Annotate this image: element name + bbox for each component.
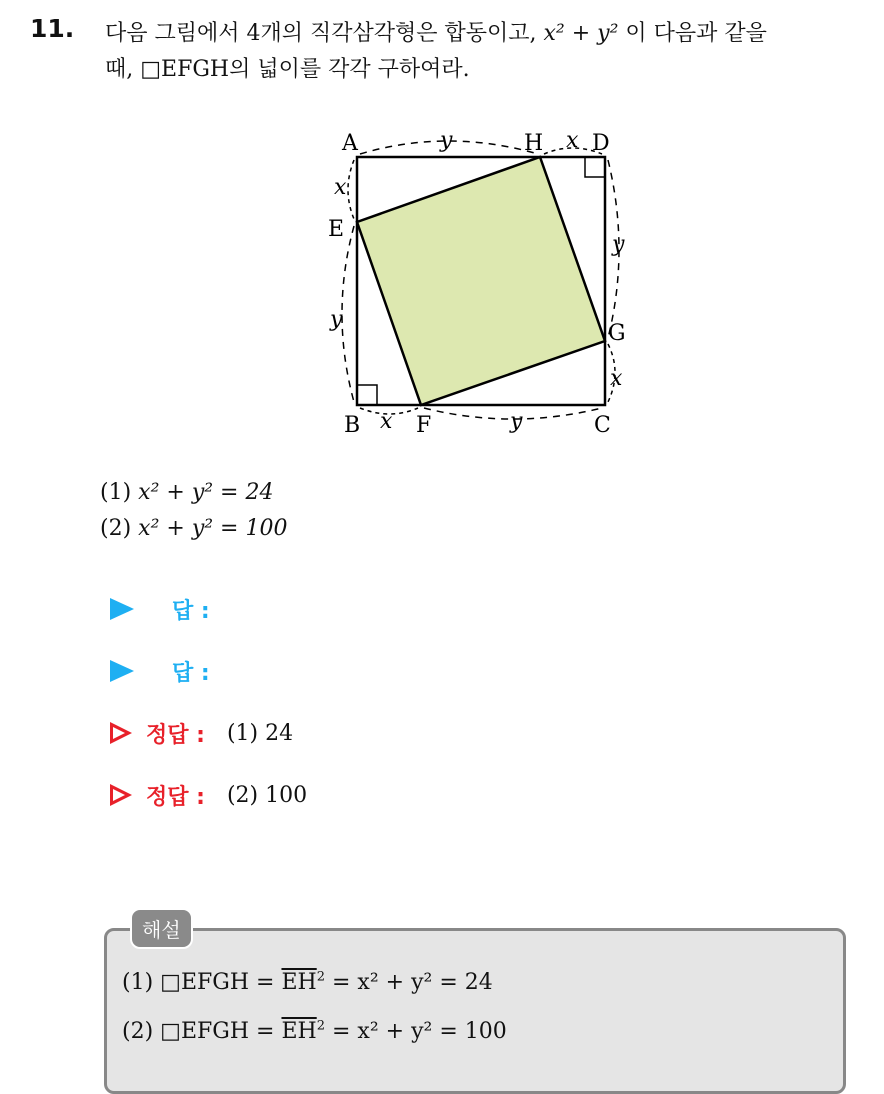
outline-triangle-icon (110, 722, 132, 744)
explanation-box (104, 928, 846, 1094)
vertex-label-h: H (524, 131, 544, 156)
explanation-line-2 (122, 1019, 507, 1044)
vertex-label-a: A (342, 131, 358, 156)
correct-answer-label: 정답 : (146, 722, 205, 748)
vertex-label-e: E (328, 217, 345, 242)
vertex-label-c: C (594, 413, 611, 438)
arc-eb (342, 226, 354, 402)
explanation-square: □EFGH = (160, 1019, 275, 1044)
segment-label-ae: x (334, 175, 347, 200)
segment-eh: $\overline{EH}$ (281, 970, 317, 995)
right-angle-d (585, 157, 605, 177)
correct-answer-row-2 (110, 780, 307, 810)
question-text-part2: 이 다음과 같을 (625, 21, 767, 46)
condition-expression: x² + y² = 100 (138, 516, 288, 541)
play-triangle-icon (110, 660, 134, 682)
play-triangle-icon (110, 598, 134, 620)
question-text (105, 16, 865, 88)
vertex-label-g: G (608, 321, 626, 346)
condition-expression: x² + y² = 24 (138, 480, 274, 505)
segment-label-fc: y (510, 409, 523, 434)
correct-answer-label: 정답 : (146, 784, 205, 810)
right-angle-b (357, 385, 377, 405)
explanation-square: □EFGH = (160, 970, 275, 995)
square-figure (320, 120, 650, 450)
inner-square-efgh (357, 157, 605, 405)
explanation-number: (2) (122, 1019, 154, 1044)
segment-label-dg: y (612, 232, 625, 257)
condition-number: (1) (100, 480, 132, 505)
question-text-part1: 다음 그림에서 4개의 직각삼각형은 합동이고, (105, 21, 537, 46)
explanation-line-1 (122, 970, 493, 995)
outline-triangle-icon (110, 784, 132, 806)
question-number: 11. (30, 14, 75, 43)
vertex-label-d: D (592, 131, 610, 156)
condition-1 (100, 480, 273, 505)
segment-label-eb: y (330, 307, 343, 332)
segment-label-bf: x (380, 409, 393, 434)
condition-2 (100, 516, 287, 541)
arc-ae (348, 160, 354, 219)
explanation-result: = x² + y² = 100 (332, 1019, 507, 1044)
explanation-number: (1) (122, 970, 154, 995)
segment-label-ah: y (440, 128, 453, 153)
exponent: 2 (316, 1018, 325, 1034)
segment-label-hd: x (566, 128, 579, 153)
question-expression: x² + y² (543, 21, 619, 46)
explanation-tag: 해설 (130, 908, 193, 949)
condition-number: (2) (100, 516, 132, 541)
answer-label: 답 : (172, 598, 210, 624)
segment-label-gc: x (610, 366, 623, 391)
segment-eh: $\overline{EH}$ (281, 1019, 317, 1044)
answer-label: 답 : (172, 660, 210, 686)
explanation-result: = x² + y² = 24 (332, 970, 493, 995)
vertex-label-f: F (416, 413, 432, 438)
answer-row-2 (110, 656, 210, 686)
correct-answer-value: (1) 24 (226, 720, 294, 746)
question-text-line2: 때, □EFGH의 넓이를 각각 구하여라. (105, 57, 470, 82)
exponent: 2 (316, 969, 325, 985)
correct-answer-row-1 (110, 718, 293, 748)
answer-row-1 (110, 594, 210, 624)
correct-answer-value: (2) 100 (226, 782, 308, 808)
vertex-label-b: B (344, 413, 361, 438)
